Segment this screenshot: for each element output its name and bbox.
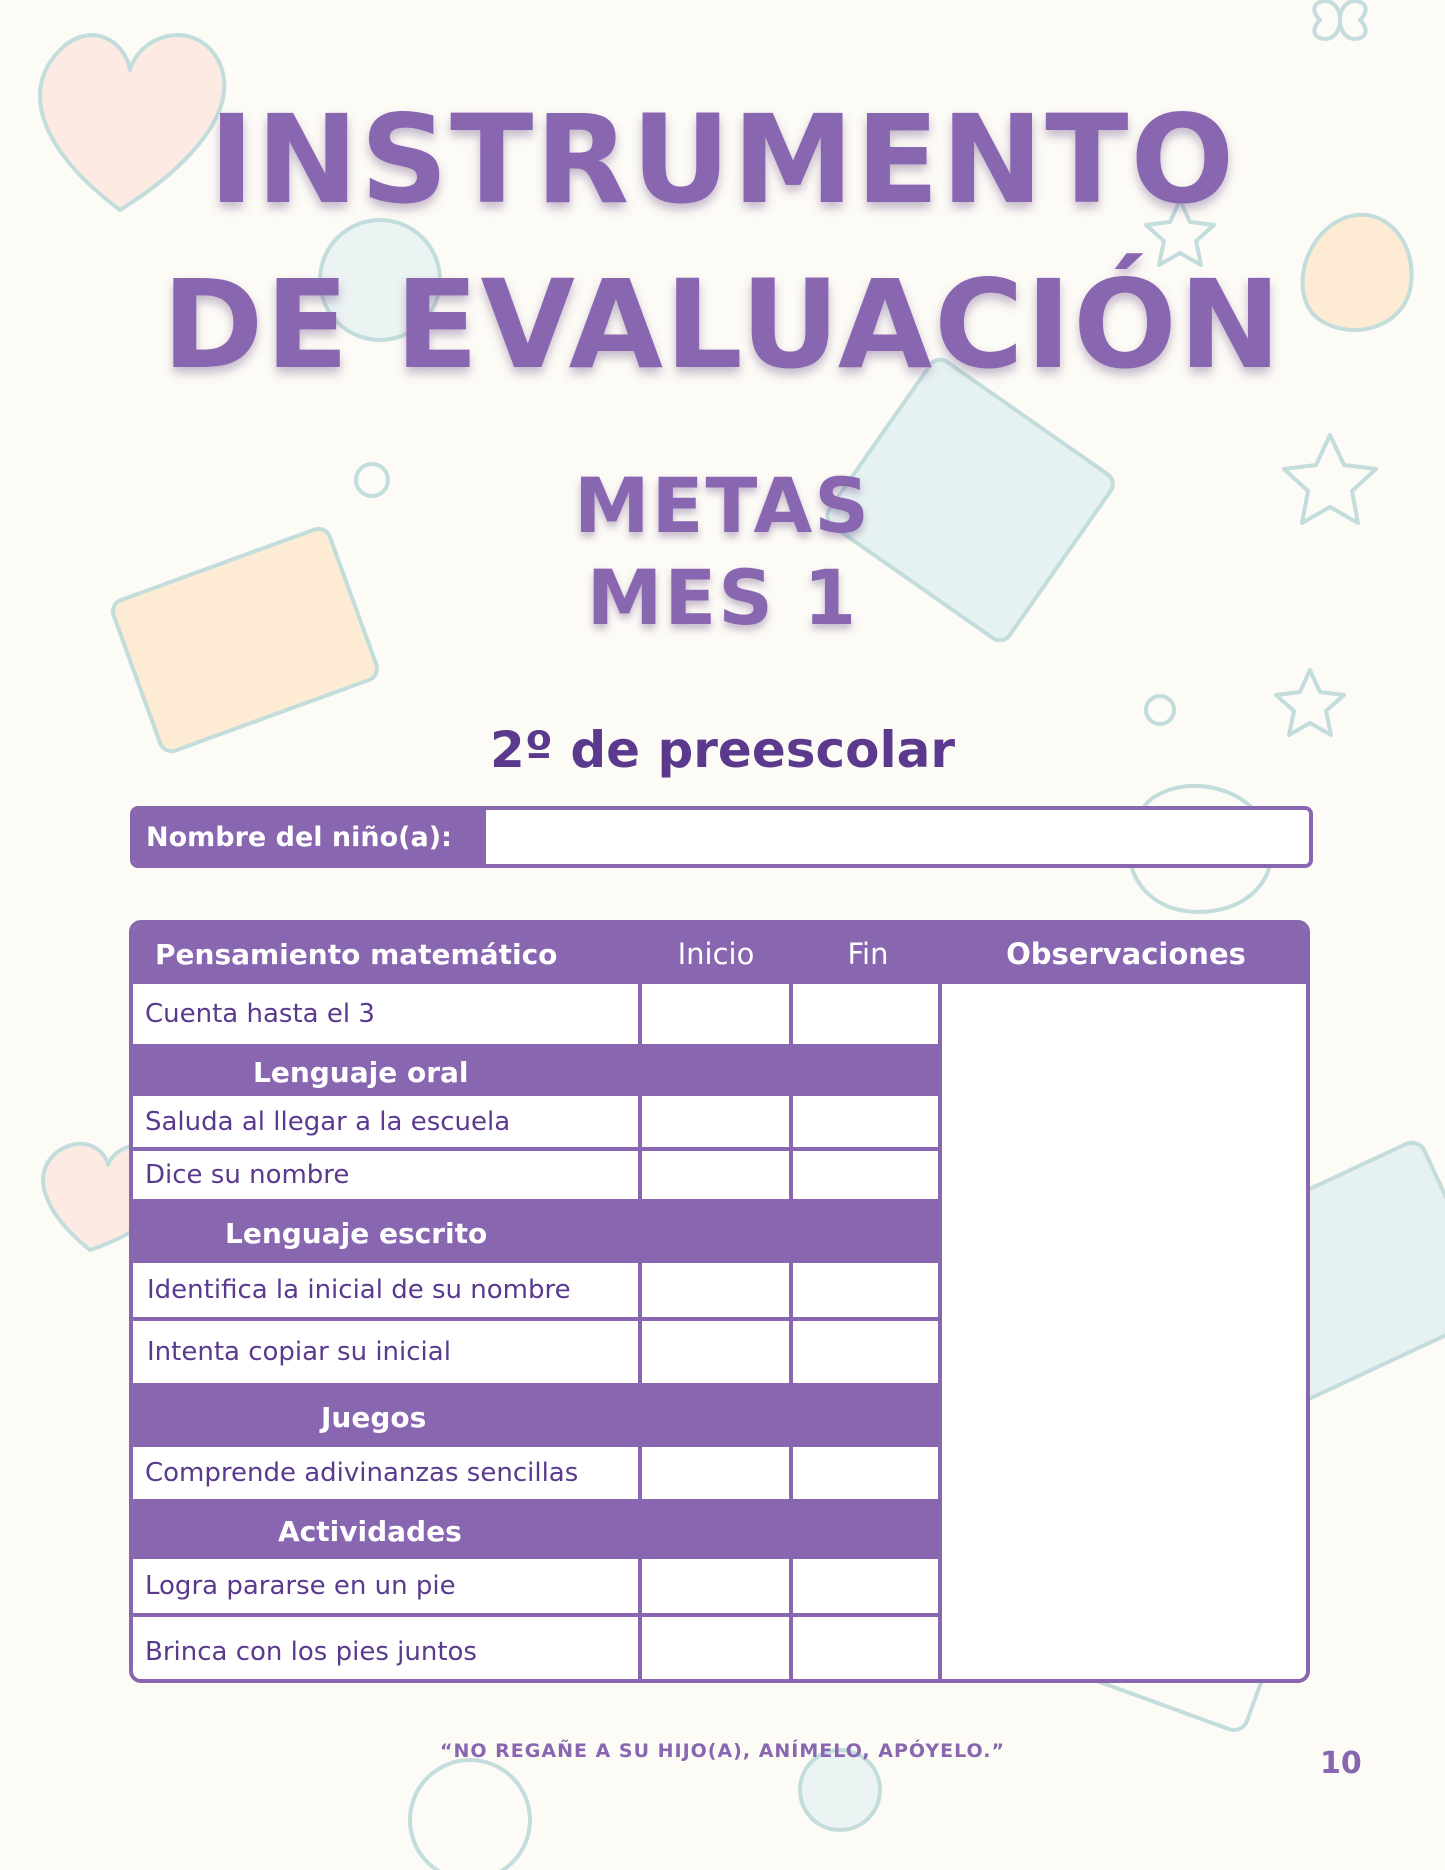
- row-label: Dice su nombre: [145, 1160, 350, 1190]
- observations-cell[interactable]: [938, 984, 1310, 1679]
- start-cell[interactable]: [638, 1617, 790, 1683]
- end-cell[interactable]: [789, 1321, 942, 1383]
- end-cell[interactable]: [789, 984, 942, 1044]
- section-label: Lenguaje escrito: [225, 1216, 488, 1250]
- row-label: Intenta copiar su inicial: [147, 1337, 451, 1367]
- child-name-field: [130, 806, 1313, 868]
- child-name-input[interactable]: [486, 810, 1309, 864]
- start-cell[interactable]: [638, 1096, 790, 1147]
- end-cell[interactable]: [789, 1096, 942, 1147]
- section-header: [133, 1503, 942, 1559]
- section-label: Lenguaje oral: [253, 1055, 469, 1089]
- start-cell[interactable]: [638, 1321, 790, 1383]
- page-number: 10: [1320, 1746, 1362, 1781]
- subtitle-line1: METAS: [573, 461, 872, 550]
- table-row: [133, 1321, 942, 1387]
- start-cell[interactable]: [638, 984, 790, 1044]
- end-cell[interactable]: [789, 1447, 942, 1499]
- row-label: Comprende adivinanzas sencillas: [145, 1458, 579, 1488]
- start-cell[interactable]: [638, 1447, 790, 1499]
- row-label: Logra pararse en un pie: [145, 1571, 456, 1601]
- end-cell[interactable]: [789, 1151, 942, 1199]
- row-label: Brinca con los pies juntos: [145, 1637, 477, 1667]
- header-end: Fin: [847, 937, 889, 971]
- end-cell[interactable]: [789, 1617, 942, 1683]
- subtitle-line2: MES 1: [586, 553, 859, 642]
- table-row: [133, 1096, 942, 1151]
- end-cell[interactable]: [789, 1263, 942, 1317]
- page-title-line2: DE EVALUACIÓN: [162, 254, 1283, 396]
- child-name-label: Nombre del niño(a):: [134, 810, 486, 864]
- page-title-line1: INSTRUMENTO: [208, 89, 1237, 231]
- end-cell[interactable]: [789, 1559, 942, 1613]
- table-row: [133, 984, 942, 1048]
- footer-quote: “NO REGAÑE A SU HIJO(A), ANÍMELO, APÓYELO.”: [440, 1740, 1005, 1762]
- table-row: [133, 1151, 942, 1203]
- evaluation-table: [129, 920, 1310, 1683]
- grade-label: 2º de preescolar: [489, 721, 956, 779]
- header-start: Inicio: [677, 937, 755, 971]
- row-label: Identifica la inicial de su nombre: [147, 1275, 571, 1305]
- header-area: Pensamiento matemático: [155, 937, 558, 971]
- section-header: [133, 1048, 942, 1096]
- table-row: [133, 1447, 942, 1503]
- start-cell[interactable]: [638, 1151, 790, 1199]
- section-label: Juegos: [321, 1400, 427, 1434]
- section-header: [133, 1387, 942, 1447]
- section-header: [133, 1203, 942, 1263]
- start-cell[interactable]: [638, 1263, 790, 1317]
- table-row: [133, 1263, 942, 1321]
- table-header: [133, 924, 1306, 984]
- row-label: Cuenta hasta el 3: [145, 999, 375, 1029]
- table-row: [133, 1617, 942, 1683]
- start-cell[interactable]: [638, 1559, 790, 1613]
- section-label: Actividades: [278, 1514, 462, 1548]
- header-notes: Observaciones: [1006, 937, 1246, 971]
- row-label: Saluda al llegar a la escuela: [145, 1106, 511, 1137]
- table-row: [133, 1559, 942, 1617]
